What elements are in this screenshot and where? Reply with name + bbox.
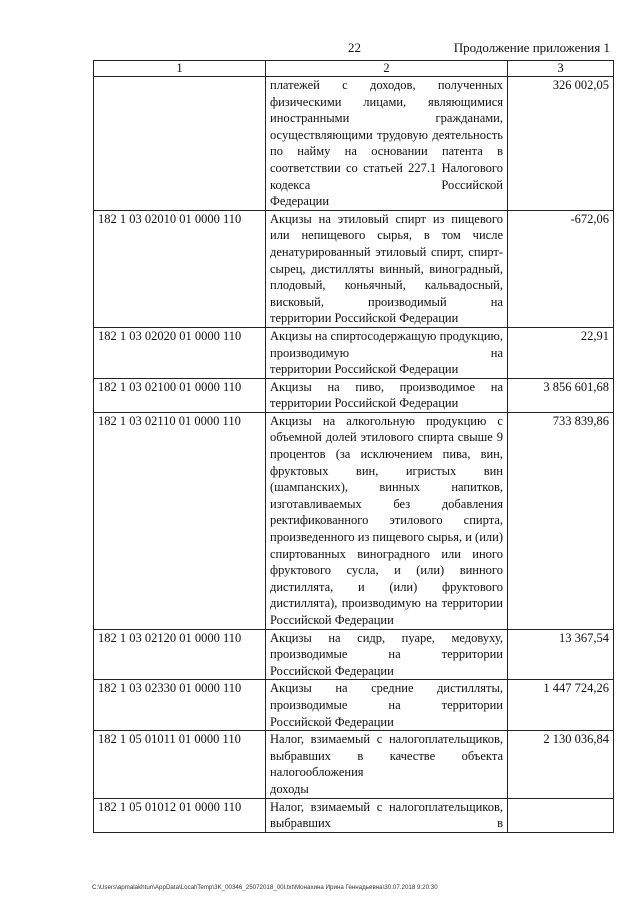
page-number: 22 [348, 40, 361, 55]
description-text: Акцизы на этиловый спирт из пищевого или непищевого сырья, в том числе денатурированный этиловый спирт, спирт-сырец, дистилляты винный, виноградный, плодовый, коньячный, кальвадосный, висковый, производимый на [270, 211, 503, 309]
budget-code-cell: 182 1 03 02330 01 0000 110 [94, 680, 266, 731]
description-cell [266, 731, 508, 798]
description-last-line: Федерации [270, 194, 330, 209]
budget-code-cell: 182 1 03 02120 01 0000 110 [94, 629, 266, 680]
table-row [94, 798, 614, 832]
budget-code-cell: 182 1 03 02020 01 0000 110 [94, 327, 266, 378]
revenue-table [93, 60, 614, 833]
file-path-footer: C:\Users\apmalakhtun\AppData\Local\Temp\3K_00346_25072018_00l.txt\Монахина Ирина Геннадьевна\30.07.2018 9:20:30 [92, 884, 438, 891]
table-row [94, 731, 614, 798]
column-number-2: 2 [266, 61, 508, 77]
description-last-line: Российской Федерации [270, 714, 394, 729]
amount-cell: 326 002,05 [508, 77, 614, 211]
budget-code-cell: 182 1 03 02100 01 0000 110 [94, 378, 266, 412]
description-last-line: Российской Федерации [270, 613, 394, 627]
description-cell [266, 327, 508, 378]
amount-cell [508, 798, 614, 832]
column-number-1: 1 [94, 61, 266, 77]
description-cell [266, 412, 508, 629]
table-row [94, 629, 614, 680]
budget-code-cell [94, 77, 266, 211]
description-text: Акцизы на алкогольную продукцию с объемной долей этилового спирта свыше 9 процентов (за исключением пива, вин, фруктовых вин, игристых вин (шампанских), винных напитков, изготавливаемых без добавления ректификованного этилового спирта, произведенного из пищевого сырья, и (или) спиртованных виноградного или иного фруктового сусла, и (или) винного дистиллята, и (или) фруктового дистиллята), производимую на территории [270, 413, 503, 611]
description-last-line: территории Российской Федерации [270, 311, 459, 326]
amount-cell: 1 447 724,26 [508, 680, 614, 731]
column-number-row [94, 61, 614, 77]
description-cell [266, 77, 508, 211]
description-last-line: доходы [270, 781, 309, 796]
budget-code-cell: 182 1 03 02010 01 0000 110 [94, 210, 266, 327]
amount-cell: 3 856 601,68 [508, 378, 614, 412]
amount-cell: -672,06 [508, 210, 614, 327]
amount-cell: 733 839,86 [508, 412, 614, 629]
description-cell [266, 378, 508, 412]
table-row [94, 77, 614, 211]
description-last-line: территории Российской Федерации [270, 362, 459, 377]
description-text: Акцизы на спиртосодержащую продукцию, производимую на [270, 328, 503, 360]
table-row [94, 327, 614, 378]
budget-code-cell: 182 1 05 01012 01 0000 110 [94, 798, 266, 832]
description-text: платежей с доходов, полученных физическими лицами, являющимися иностранными гражданами, осуществляющими трудовую деятельность по найму на основании патента в соответствии со статьей 227.1 Налогового кодекса Российской [270, 78, 503, 192]
description-text: Акцизы на сидр, пуаре, медовуху, производимые на территории [270, 630, 503, 662]
budget-code-cell: 182 1 03 02110 01 0000 110 [94, 412, 266, 629]
description-text: Акцизы на пиво, производимое на [270, 379, 503, 394]
description-last-line: Российской Федерации [270, 663, 394, 678]
budget-code-cell: 182 1 05 01011 01 0000 110 [94, 731, 266, 798]
table-row [94, 680, 614, 731]
description-text: Налог, взимаемый с налогоплательщиков, выбравших в [270, 799, 503, 831]
continuation-label: Продолжение приложения 1 [453, 40, 610, 55]
description-cell [266, 629, 508, 680]
amount-cell: 22,91 [508, 327, 614, 378]
column-number-3: 3 [508, 61, 614, 77]
table-row [94, 412, 614, 629]
description-last-line: территории Российской Федерации [270, 396, 459, 411]
description-text: Акцизы на средние дистилляты, производимые на территории [270, 681, 503, 712]
description-cell [266, 680, 508, 731]
description-text: Налог, взимаемый с налогоплательщиков, выбравших в качестве объекта налогообложения [270, 732, 503, 780]
description-cell [266, 798, 508, 832]
page-header [0, 40, 640, 58]
amount-cell: 2 130 036,84 [508, 731, 614, 798]
amount-cell: 13 367,54 [508, 629, 614, 680]
table-row [94, 210, 614, 327]
description-cell [266, 210, 508, 327]
table-row [94, 378, 614, 412]
